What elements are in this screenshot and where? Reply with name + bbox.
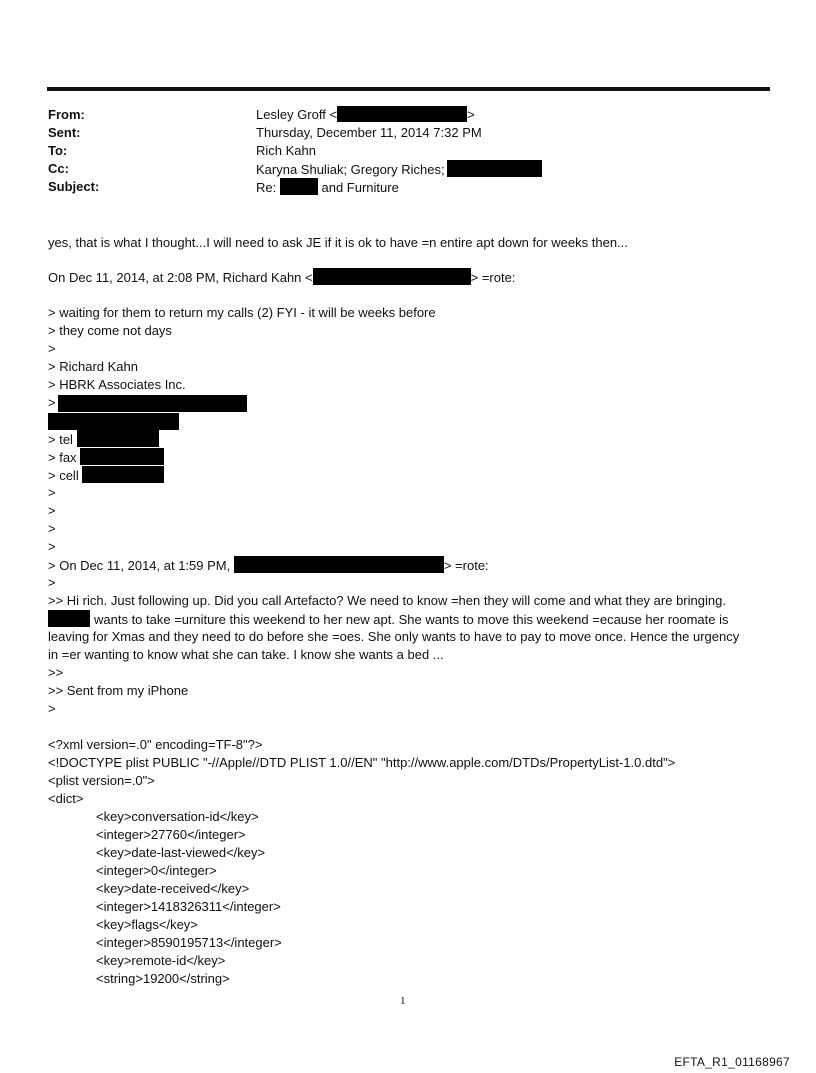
reply-text: yes, that is what I thought...I will need to ask JE if it is ok to have =n entire apt down for weeks then... [48,235,628,250]
quote-line: > HBRK Associates Inc. [48,377,186,392]
plist-line: <key>date-received</key> [96,881,250,896]
fax-line: > fax [48,448,164,467]
quote-line: > [48,701,56,716]
plist-line: <integer>27760</integer> [96,827,246,842]
plist-line: <key>remote-id</key> [96,953,226,968]
redaction-block [48,413,179,430]
plist-line: <integer>8590195713</integer> [96,935,282,950]
quote-line: > [48,485,56,500]
to-value: Rich Kahn [256,143,316,158]
quote-line: > [48,575,56,590]
page-number: 1 [400,995,406,1007]
plist-line: <plist version=.0"> [48,773,155,788]
redaction-block [48,610,90,627]
plist-line: <!DOCTYPE plist PUBLIC "-//Apple//DTD PLIST 1.0//EN" "http://www.apple.com/DTDs/PropertyList-1.0.dtd"> [48,755,676,770]
redaction-block [80,448,164,465]
cc-value: Karyna Shuliak; Gregory Riches; [256,162,445,177]
redaction-block [82,466,164,483]
quote-intro-2: > On Dec 11, 2014, at 1:59 PM, > =rote: [48,558,489,573]
redaction-block [58,395,247,412]
subject-prefix: Re: [256,180,277,195]
quote-line: > [48,521,56,536]
header-rule [47,87,770,91]
redaction-block [77,430,159,447]
redaction-block [280,178,318,195]
redaction-block [447,160,542,177]
quote-line: wants to take =urniture this weekend to her new apt. She wants to move this weekend =ecause her roomate is [48,610,728,629]
quote-line: > [48,503,56,518]
quote-line: > they come not days [48,323,172,338]
sent-label: Sent: [48,125,81,140]
quote-line: > [48,539,56,554]
plist-line: <integer>1418326311</integer> [96,899,281,914]
plist-line: <key>flags</key> [96,917,198,932]
quote-line: leaving for Xmas and they need to do before she =oes. She only wants to have to pay to move once. Hence the urgency [48,629,740,644]
footer-id: EFTA_R1_01168967 [674,1055,790,1069]
cell-line: > cell [48,466,164,485]
quote-line: > [48,341,56,356]
redaction-block [234,556,444,573]
redaction-block [337,106,467,122]
tel-line: > tel [48,430,159,449]
plist-line: <integer>0</integer> [96,863,217,878]
quote-line: >> [48,665,64,680]
quote-line: >> Hi rich. Just following up. Did you call Artefacto? We need to know =hen they will come and what they are bringing. [48,593,726,608]
quote-line: in =er wanting to know what she can take. I know she wants a bed ... [48,647,444,662]
plist-line: <string>19200</string> [96,971,230,986]
plist-line: <?xml version=.0" encoding=TF-8"?> [48,737,263,752]
quote-line: >> Sent from my iPhone [48,683,189,698]
subject-label: Subject: [48,179,100,194]
redaction-block [313,268,471,285]
cc-label: Cc: [48,161,69,176]
quote-line: > Richard Kahn [48,359,138,374]
plist-line: <dict> [48,791,84,806]
plist-line: <key>date-last-viewed</key> [96,845,266,860]
from-value: Lesley Groff < [256,107,338,122]
quote-line: > [48,395,56,410]
subject-suffix: and Furniture [321,180,399,195]
plist-line: <key>conversation-id</key> [96,809,259,824]
to-label: To: [48,143,68,158]
from-label: From: [48,107,85,122]
quote-line: > waiting for them to return my calls (2) FYI - it will be weeks before [48,305,436,320]
quote-intro: On Dec 11, 2014, at 2:08 PM, Richard Kahn < > =rote: [48,270,516,285]
sent-value: Thursday, December 11, 2014 7:32 PM [256,125,482,140]
